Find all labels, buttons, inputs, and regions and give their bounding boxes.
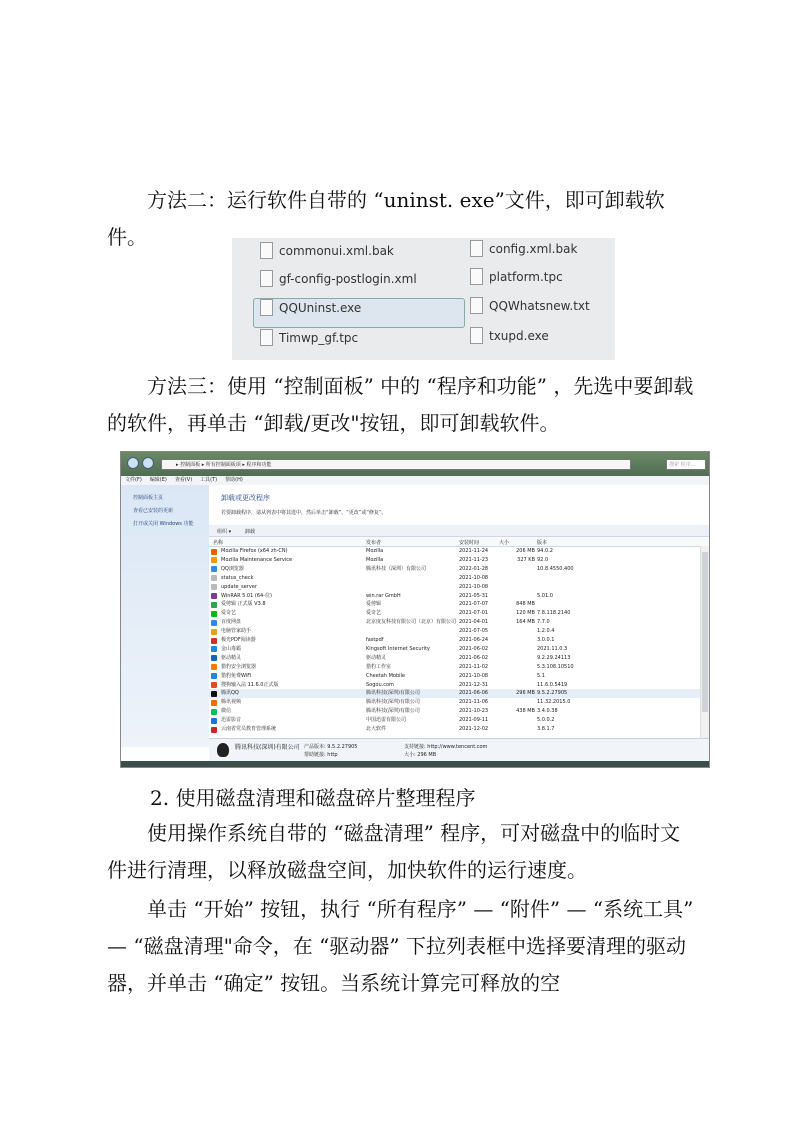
program-icon <box>211 691 217 697</box>
control-panel-screenshot <box>120 451 710 768</box>
program-icon <box>211 646 217 652</box>
cell-name: 搜狗输入法 11.6.0正式版 <box>221 681 279 688</box>
cell-name: 电脑管家助手 <box>221 628 252 635</box>
cell-date: 2021-06-02 <box>459 645 489 652</box>
cell-version: 5.3.108.10510 <box>537 663 574 670</box>
file-item[interactable] <box>260 299 361 316</box>
cell-version: 5.0.0.2 <box>537 717 555 724</box>
cell-date: 2021-06-02 <box>459 654 489 661</box>
table-row[interactable] <box>209 592 701 601</box>
cell-date: 2021-05-31 <box>459 592 489 599</box>
left-nav-pane <box>121 485 209 747</box>
cell-size: 848 MB <box>516 601 535 608</box>
cell-name: 极光PDF阅读器 <box>221 637 256 643</box>
program-icon <box>211 638 217 644</box>
file-icon <box>470 327 483 344</box>
table-row[interactable] <box>209 583 701 592</box>
program-icon <box>211 655 217 661</box>
cell-publisher: 北京度友科技有限公司（北京）有限公司 <box>366 619 456 626</box>
cell-publisher: fastpdf <box>366 637 384 643</box>
scrollbar[interactable] <box>700 546 709 747</box>
cell-version: 94.0.2 <box>537 548 553 554</box>
program-icon <box>211 549 217 555</box>
cell-name: 猎豹安全浏览器 <box>221 663 257 670</box>
cell-size: 164 MB <box>516 619 535 626</box>
program-icon <box>211 673 217 679</box>
program-icon <box>211 629 217 635</box>
cell-date: 2021-06-06 <box>459 690 489 697</box>
cell-name: status_check <box>221 574 254 581</box>
cell-publisher: Cheetah Mobile <box>366 672 405 679</box>
program-icon <box>211 709 217 715</box>
cell-date: 2021-11-24 <box>459 548 489 554</box>
left-nav-link[interactable]: 查看已安装的更新 <box>133 508 174 514</box>
cell-date: 2021-10-23 <box>459 708 489 715</box>
cell-date: 2021-11-23 <box>459 556 489 563</box>
cell-date: 2021-12-31 <box>459 681 489 688</box>
cell-name: WinRAR 5.01 (64-位) <box>221 592 272 599</box>
cell-version: 3.4.0.38 <box>537 708 558 715</box>
cell-date: 2022-01-28 <box>459 565 489 572</box>
file-name: gf-config-postlogin.xml <box>279 271 417 286</box>
cell-size: 327 KB <box>517 556 535 563</box>
page-title: 卸载或更改程序 <box>221 494 270 502</box>
menu-item[interactable]: 工具(T) <box>200 477 218 483</box>
cell-publisher: Sogou.com <box>366 681 394 688</box>
file-name: Timwp_gf.tpc <box>279 330 359 345</box>
page-description: 若要卸载程序，请从列表中将其选中，然后单击“卸载”、“更改”或“修复”。 <box>221 510 387 516</box>
cell-name: QQ浏览器 <box>221 565 244 572</box>
cell-date: 2021-07-01 <box>459 610 489 617</box>
table-row[interactable] <box>209 645 701 654</box>
program-icon <box>211 557 217 563</box>
cell-size: 296 MB <box>516 690 535 697</box>
table-row[interactable] <box>209 698 701 707</box>
cell-publisher: 腾讯科技（深圳）有限公司 <box>366 565 427 572</box>
program-icon <box>211 566 217 572</box>
cell-publisher: 爱奇艺 <box>366 610 382 617</box>
footer-support: 支持链接: http://www.tencent.com <box>404 744 488 750</box>
cell-name: 云南省党员教育管理系统 <box>221 726 277 732</box>
menu-item[interactable]: 编辑(E) <box>149 477 167 483</box>
cell-name: Mozilla Firefox (x64 zh-CN) <box>221 548 288 554</box>
file-name: txupd.exe <box>489 328 549 343</box>
file-icon <box>260 329 273 346</box>
program-icon <box>211 575 217 581</box>
file-item[interactable] <box>470 240 577 257</box>
table-row[interactable] <box>209 654 701 663</box>
cell-publisher: 猎豹工作室 <box>366 663 392 670</box>
table-row[interactable] <box>209 565 701 574</box>
scroll-thumb[interactable] <box>702 552 708 712</box>
table-row[interactable] <box>209 627 701 636</box>
menu-item[interactable]: 文件(F) <box>125 477 142 483</box>
cell-name: 腾讯QQ <box>221 690 239 697</box>
file-icon <box>260 270 273 287</box>
cell-publisher: Mozilla <box>366 556 384 563</box>
cell-publisher: 爱剪辑 <box>366 601 382 608</box>
cell-version: 5.01.0 <box>537 592 553 599</box>
cell-date: 2021-12-02 <box>459 726 489 732</box>
file-name: platform.tpc <box>489 269 563 284</box>
disk-cleanup-steps-paragraph: 单击 “开始” 按钮，执行 “所有程序” — “附件” — “系统工具” — “磁盘清理"命令，在 “驱动器” 下拉列表框中选择要清理的驱动器，并单击 “确定” 按钮。当系统计算完可释放的空 <box>107 897 694 995</box>
cell-version: 11.6.0.5419 <box>537 681 568 688</box>
method2-paragraph: 方法二：运行软件自带的 “uninst. exe”文件，即可卸载软件。 <box>107 188 665 249</box>
footer-help: 帮助链接: http <box>304 752 338 758</box>
taskbar <box>121 761 709 767</box>
menu-item[interactable]: 帮助(H) <box>225 477 243 483</box>
cell-version: 1.2.0.4 <box>537 628 555 635</box>
file-item[interactable] <box>470 297 590 314</box>
cell-version: 7.7.0 <box>537 619 550 626</box>
search-input[interactable]: 搜索 程序... <box>666 459 706 470</box>
program-icon <box>211 593 217 599</box>
disk-cleanup-paragraph: 使用操作系统自带的 “磁盘清理” 程序，可对磁盘中的临时文件进行清理，以释放磁盘空间，加快软件的运行速度。 <box>107 821 681 882</box>
programs-pane <box>209 485 709 747</box>
cell-name: update_server <box>221 583 257 590</box>
file-item[interactable] <box>470 268 563 285</box>
cell-date: 2021-11-02 <box>459 663 489 670</box>
program-icon <box>211 602 217 608</box>
program-icon <box>211 620 217 626</box>
file-list-screenshot <box>232 238 615 360</box>
file-item[interactable] <box>260 242 394 259</box>
details-footer <box>209 738 709 761</box>
file-icon <box>470 240 483 257</box>
cell-version: 11.32.2015.0 <box>537 699 571 706</box>
file-name: config.xml.bak <box>489 241 578 256</box>
table-row[interactable] <box>209 574 701 583</box>
file-icon <box>470 297 483 314</box>
table-row[interactable] <box>209 681 701 690</box>
cell-version: 9.5.2.27905 <box>537 690 568 697</box>
file-icon <box>470 268 483 285</box>
cell-name: 爱剪辑 正式版 V3.8 <box>221 601 266 608</box>
table-row[interactable] <box>209 716 701 725</box>
cell-publisher: 腾讯科技(深圳)有限公司 <box>366 708 420 715</box>
cell-publisher: 腾讯科技(深圳)有限公司 <box>366 699 420 706</box>
toolbar <box>209 525 709 537</box>
program-icon <box>211 664 217 670</box>
cell-size: 206 MB <box>516 548 535 554</box>
table-row[interactable] <box>209 556 701 565</box>
cell-version: 5.1 <box>537 672 545 679</box>
program-icon <box>211 718 217 724</box>
method3-paragraph: 方法三：使用 “控制面板” 中的 “程序和功能” ，先选中要卸载的软件，再单击 “卸载/更改"按钮，即可卸载软件。 <box>107 374 694 435</box>
cell-publisher: 腾讯科技(深圳)有限公司 <box>366 690 420 697</box>
cell-version: 2021.11.0.3 <box>537 645 568 652</box>
cell-publisher: Kingsoft Internet Security <box>366 645 430 652</box>
file-icon <box>260 242 273 259</box>
cell-publisher: 北大软件 <box>366 726 387 732</box>
cell-publisher: win.rar GmbH <box>366 592 401 599</box>
section-heading: 2. 使用磁盘清理和磁盘碎片整理程序 <box>150 786 476 810</box>
file-item[interactable] <box>260 270 417 287</box>
menu-item[interactable]: 查看(V) <box>174 477 193 483</box>
menu-bar <box>121 476 709 485</box>
cell-date: 2021-07-05 <box>459 628 489 635</box>
left-nav-link[interactable]: 控制面板主页 <box>133 495 164 501</box>
program-icon <box>211 727 217 733</box>
address-bar[interactable]: ▸ 控制面板 ▸ 所有控制面板项 ▸ 程序和功能 <box>161 459 631 470</box>
column-header[interactable]: 安装时间 <box>459 540 480 546</box>
cell-name: 猎豹免费WiFi <box>221 672 252 679</box>
cell-name: 金山毒霸 <box>221 645 242 652</box>
program-icon <box>211 584 217 590</box>
cell-publisher: Mozilla <box>366 548 384 554</box>
table-row[interactable] <box>209 672 701 681</box>
table-row[interactable] <box>209 689 701 698</box>
table-row[interactable] <box>209 609 701 618</box>
cell-date: 2021-06-24 <box>459 637 489 643</box>
file-name: commonui.xml.bak <box>279 243 394 258</box>
cell-date: 2021-10-08 <box>459 583 489 590</box>
back-icon[interactable] <box>127 457 139 469</box>
program-icon <box>211 700 217 706</box>
file-item[interactable] <box>470 327 549 344</box>
column-header[interactable]: 名称 <box>213 540 224 546</box>
cell-name: 爱奇艺 <box>221 610 237 617</box>
cell-name: 微信 <box>221 708 232 715</box>
table-row[interactable] <box>209 663 701 672</box>
table-row[interactable] <box>209 707 701 716</box>
cell-name: 驱动精灵 <box>221 654 242 661</box>
program-icon <box>211 682 217 688</box>
forward-icon[interactable] <box>142 457 154 469</box>
cell-publisher: 驱动精灵 <box>366 654 387 661</box>
cell-date: 2021-11-06 <box>459 699 489 706</box>
table-row[interactable] <box>209 618 701 627</box>
file-item[interactable] <box>260 329 358 346</box>
cell-version: 3.8.1.7 <box>537 726 555 732</box>
column-header[interactable]: 发布者 <box>366 540 382 546</box>
cell-version: 3.0.0.1 <box>537 637 555 643</box>
program-icon <box>211 611 217 617</box>
footer-version: 产品版本: 9.5.2.27905 <box>304 744 358 750</box>
cell-size: 120 MB <box>516 610 535 617</box>
column-header[interactable]: 大小 <box>499 540 510 546</box>
table-row[interactable] <box>209 636 701 645</box>
table-row[interactable] <box>209 600 701 609</box>
cell-version: 7.8.118.2140 <box>537 610 571 617</box>
table-row[interactable] <box>209 547 701 556</box>
cell-name: 迅雷影音 <box>221 717 242 724</box>
cell-name: 百度网盘 <box>221 619 242 626</box>
cell-date: 2021-07-07 <box>459 601 489 608</box>
cell-version: 9.2.29.24113 <box>537 654 571 661</box>
cell-date: 2021-09-11 <box>459 717 489 724</box>
left-nav-link[interactable]: 打开或关闭 Windows 功能 <box>133 521 194 527</box>
footer-size: 大小: 296 MB <box>404 752 437 758</box>
qq-logo-icon <box>217 743 229 757</box>
cell-name: 腾讯视频 <box>221 699 242 706</box>
cell-size: 438 MB <box>516 708 535 715</box>
organize-button[interactable]: 组织 ▾ <box>217 529 232 535</box>
file-name: QQWhatsnew.txt <box>489 298 590 313</box>
cell-date: 2021-04-01 <box>459 619 489 626</box>
cell-version: 92.0 <box>537 556 549 563</box>
cell-date: 2021-10-08 <box>459 574 489 581</box>
footer-publisher: 腾讯科技(深圳)有限公司 <box>235 744 300 751</box>
cell-date: 2021-10-08 <box>459 672 489 679</box>
uninstall-button[interactable]: 卸载 <box>245 529 256 535</box>
cell-version: 10.8.4550.400 <box>537 565 574 572</box>
table-header <box>209 537 709 547</box>
column-header[interactable]: 版本 <box>537 540 548 546</box>
window-titlebar <box>121 452 709 476</box>
cell-publisher: 中国迅雷有限公司 <box>366 717 407 724</box>
file-name: QQUninst.exe <box>279 300 362 315</box>
table-row[interactable] <box>209 725 701 734</box>
file-icon <box>260 299 273 316</box>
cell-name: Mozilla Maintenance Service <box>221 556 293 563</box>
